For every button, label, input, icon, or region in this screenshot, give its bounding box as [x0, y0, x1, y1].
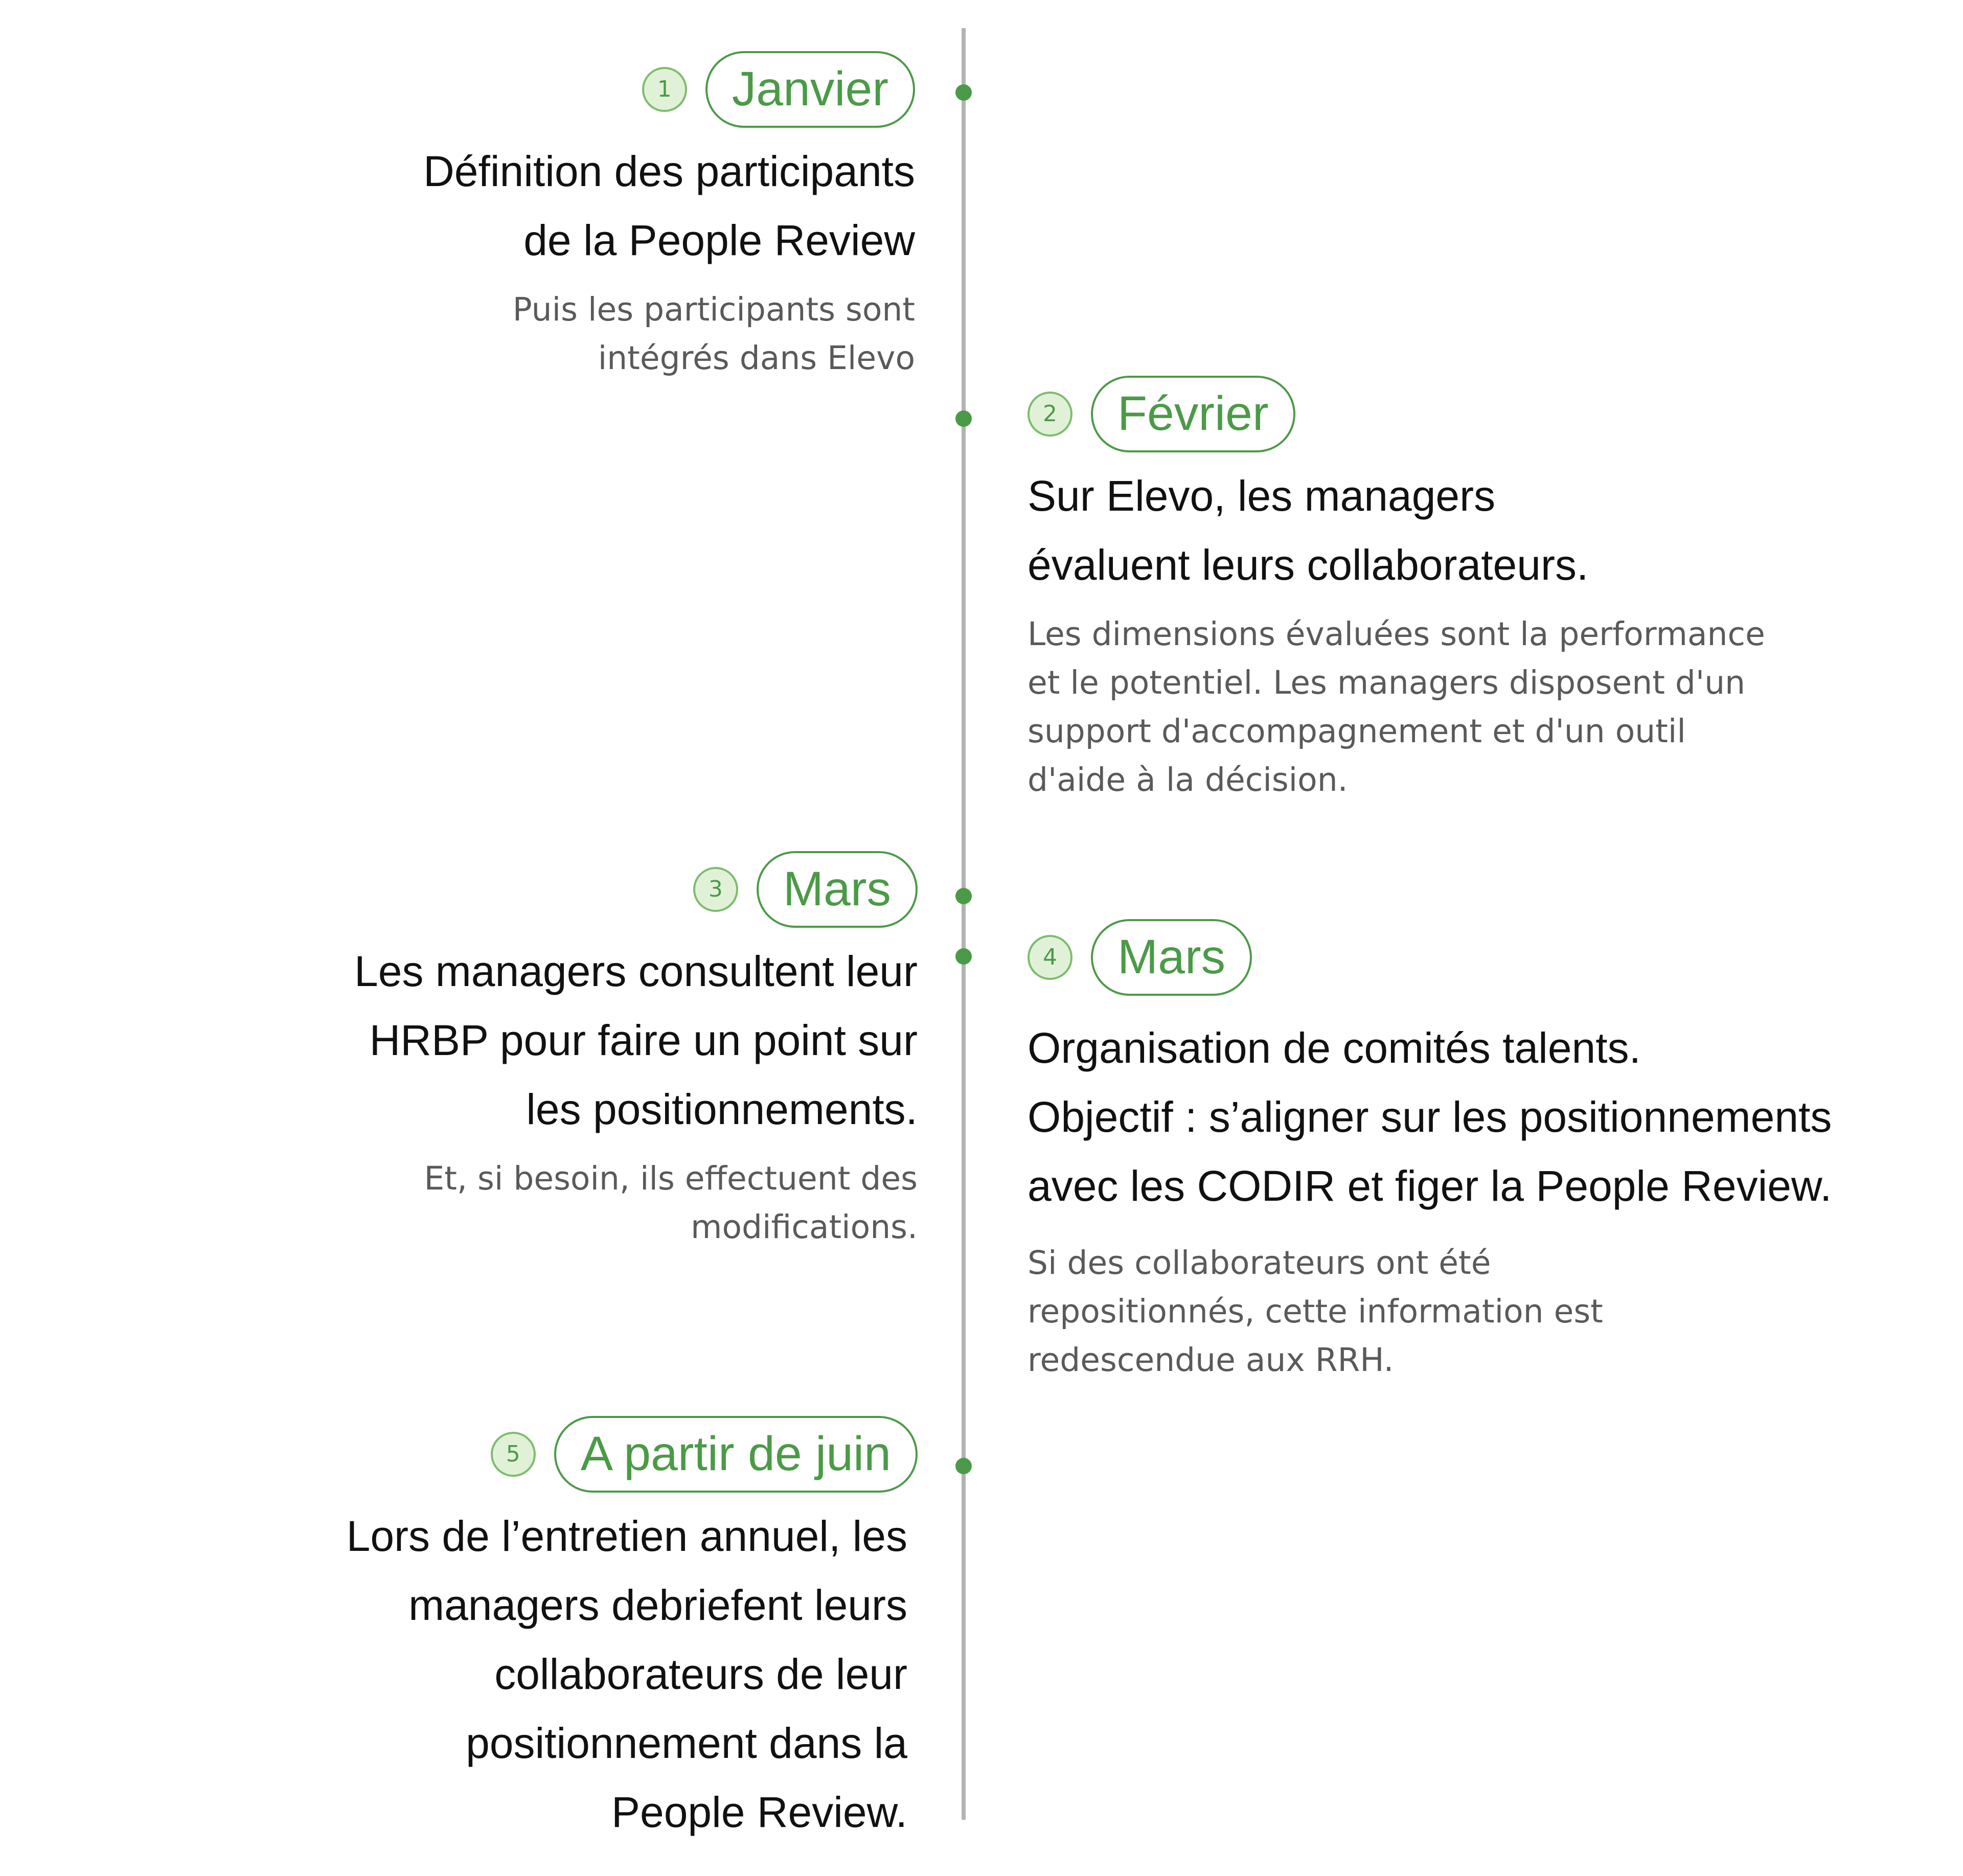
timeline-dot-5	[955, 1458, 972, 1474]
step-description	[1028, 610, 1765, 804]
step-description-line: redescendue aux RRH.	[1028, 1341, 1394, 1379]
step-description-line: Les dimensions évaluées sont la performance	[1028, 615, 1765, 653]
month-pill: Février	[1091, 376, 1295, 452]
step-description	[423, 285, 915, 382]
timeline-step-5	[347, 1416, 918, 1847]
step-title-line: collaborateurs de leur	[494, 1650, 907, 1698]
step-description-line: modifications.	[691, 1208, 918, 1246]
step-description-line: et le potentiel. Les managers disposent d'un	[1028, 664, 1746, 701]
month-pill: Janvier	[705, 51, 915, 128]
step-title-line: managers debriefent leurs	[408, 1581, 907, 1629]
step-header	[347, 1416, 918, 1493]
month-pill: Mars	[1091, 919, 1252, 996]
step-header	[423, 51, 915, 128]
step-description-line: repositionnés, cette information est	[1028, 1293, 1603, 1330]
timeline-dot-4	[955, 948, 972, 965]
timeline-dot-2	[955, 410, 972, 427]
step-description-line: support d'accompagnement et d'un outil	[1028, 713, 1686, 750]
step-title-line: les positionnements.	[526, 1085, 918, 1133]
step-number-badge: 3	[693, 867, 738, 912]
timeline-step-1	[423, 51, 915, 382]
step-title-line: HRBP pour faire un point sur	[369, 1016, 918, 1064]
timeline-step-2	[1028, 376, 1765, 804]
timeline-step-3	[354, 851, 918, 1251]
step-description-line: d'aide à la décision.	[1028, 761, 1348, 798]
step-number-badge: 5	[491, 1432, 536, 1477]
step-title-line: de la People Review	[523, 216, 915, 264]
step-title	[423, 137, 915, 275]
step-description-line: Si des collaborateurs ont été	[1028, 1244, 1491, 1282]
step-title-line: Sur Elevo, les managers	[1028, 472, 1496, 520]
step-header	[1028, 376, 1765, 452]
step-title	[1028, 462, 1765, 600]
step-title	[354, 937, 918, 1144]
month-pill: A partir de juin	[554, 1416, 918, 1493]
step-header	[1028, 919, 1832, 996]
timeline-dot-3	[955, 888, 972, 904]
step-title-line: Organisation de comités talents.	[1028, 1024, 1641, 1072]
step-title	[1028, 1014, 1832, 1221]
step-number-badge: 4	[1028, 935, 1072, 980]
step-number-badge: 1	[642, 67, 687, 112]
month-pill: Mars	[757, 851, 918, 928]
step-title-line: positionnement dans la	[466, 1719, 907, 1767]
timeline-line	[962, 28, 966, 1820]
step-description	[1028, 1239, 1832, 1384]
step-description-line: Et, si besoin, ils effectuent des	[424, 1160, 918, 1197]
timeline-dot-1	[955, 84, 972, 101]
step-title-line: People Review.	[611, 1788, 907, 1836]
step-title-line: Lors de l’entretien annuel, les	[346, 1512, 907, 1560]
step-title	[347, 1502, 907, 1847]
step-description	[354, 1154, 918, 1251]
step-description-line: Puis les participants sont	[512, 291, 915, 328]
step-title-line: Définition des participants	[423, 147, 915, 195]
timeline-step-4	[1028, 919, 1832, 1384]
step-title-line: Les managers consultent leur	[354, 947, 918, 995]
step-title-line: Objectif : s’aligner sur les positionnements	[1028, 1093, 1832, 1141]
step-title-line: évaluent leurs collaborateurs.	[1028, 541, 1589, 589]
step-number-badge: 2	[1028, 392, 1072, 437]
step-header	[354, 851, 918, 928]
step-title-line: avec les CODIR et figer la People Review.	[1028, 1162, 1832, 1210]
step-description-line: intégrés dans Elevo	[598, 339, 915, 377]
